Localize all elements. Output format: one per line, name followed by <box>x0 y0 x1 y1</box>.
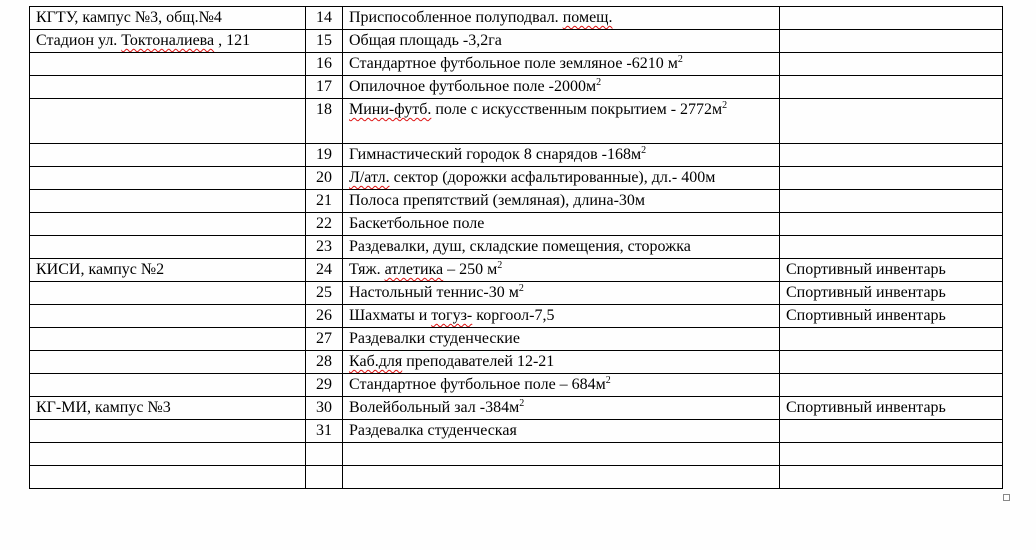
number-cell <box>306 466 343 489</box>
table-row <box>30 30 1003 53</box>
location-cell <box>30 30 306 53</box>
description-cell <box>343 328 780 351</box>
cell-text: Стандартное футбольное поле земляное -6210 $м^2$ <box>349 54 683 72</box>
cell-text: Общая площадь -3,2га <box>349 32 502 49</box>
cell-text: Каб.для преподавателей 12-21 <box>349 353 555 370</box>
table-row <box>30 466 1003 489</box>
cell-text: Настольный теннис-30 $м^2$ <box>349 283 524 301</box>
location-cell <box>30 99 306 144</box>
table-row <box>30 144 1003 167</box>
number-cell: 31 <box>306 420 343 443</box>
location-cell <box>30 305 306 328</box>
table-row <box>30 305 1003 328</box>
cell-text: Стадион ул. Токтоналиева , 121 <box>36 32 251 49</box>
note-cell <box>780 420 1003 443</box>
description-cell <box>343 30 780 53</box>
description-cell <box>343 305 780 328</box>
note-cell <box>780 99 1003 144</box>
number-cell: 17 <box>306 76 343 99</box>
facilities-table <box>29 6 1003 489</box>
number-cell: 19 <box>306 144 343 167</box>
note-cell <box>780 466 1003 489</box>
table-resize-handle[interactable] <box>1003 494 1010 501</box>
table-row <box>30 420 1003 443</box>
number-cell: 26 <box>306 305 343 328</box>
note-cell <box>780 328 1003 351</box>
note-cell <box>780 190 1003 213</box>
description-cell <box>343 213 780 236</box>
description-cell <box>343 190 780 213</box>
cell-text: Приспособленное полуподвал. помещ. <box>349 9 613 26</box>
note-cell: Спортивный инвентарь <box>780 282 1003 305</box>
location-cell <box>30 443 306 466</box>
location-cell <box>30 53 306 76</box>
location-cell <box>30 76 306 99</box>
location-cell <box>30 420 306 443</box>
description-cell <box>343 99 780 144</box>
number-cell: 27 <box>306 328 343 351</box>
description-cell <box>343 443 780 466</box>
note-cell <box>780 144 1003 167</box>
cell-text: Раздевалка студенческая <box>349 422 517 439</box>
description-cell <box>343 420 780 443</box>
table-row <box>30 213 1003 236</box>
location-cell <box>30 282 306 305</box>
cell-text: Раздевалки студенческие <box>349 330 520 347</box>
note-cell <box>780 351 1003 374</box>
table-row <box>30 236 1003 259</box>
note-cell <box>780 7 1003 30</box>
note-cell <box>780 443 1003 466</box>
location-cell <box>30 374 306 397</box>
number-cell: 16 <box>306 53 343 76</box>
number-cell: 28 <box>306 351 343 374</box>
description-cell <box>343 236 780 259</box>
description-cell <box>343 259 780 282</box>
cell-text: Раздевалки, душ, складские помещения, сторожка <box>349 238 691 255</box>
description-cell <box>343 7 780 30</box>
location-cell <box>30 144 306 167</box>
location-cell <box>30 466 306 489</box>
note-cell: Спортивный инвентарь <box>780 397 1003 420</box>
number-cell: 30 <box>306 397 343 420</box>
table-row <box>30 53 1003 76</box>
cell-text: Л/атл. сектор (дорожки асфальтированные), дл.- 400м <box>349 169 716 186</box>
description-cell <box>343 397 780 420</box>
table-row <box>30 259 1003 282</box>
note-cell <box>780 374 1003 397</box>
note-cell <box>780 167 1003 190</box>
table-row <box>30 397 1003 420</box>
note-cell <box>780 30 1003 53</box>
number-cell: 15 <box>306 30 343 53</box>
note-cell <box>780 236 1003 259</box>
cell-text: Волейбольный зал $-384м^2$ <box>349 398 525 416</box>
table-row <box>30 443 1003 466</box>
cell-text: Шахматы и тогуз- коргоол-7,5 <box>349 307 555 324</box>
number-cell: 25 <box>306 282 343 305</box>
description-cell <box>343 466 780 489</box>
table-row <box>30 7 1003 30</box>
location-cell <box>30 328 306 351</box>
description-cell <box>343 53 780 76</box>
description-cell <box>343 374 780 397</box>
note-cell <box>780 76 1003 99</box>
location-cell <box>30 236 306 259</box>
location-cell <box>30 351 306 374</box>
table-row <box>30 328 1003 351</box>
note-cell <box>780 53 1003 76</box>
note-cell: Спортивный инвентарь <box>780 305 1003 328</box>
table-row <box>30 374 1003 397</box>
note-cell: Спортивный инвентарь <box>780 259 1003 282</box>
location-cell: КИСИ, кампус №2 <box>30 259 306 282</box>
table-row <box>30 351 1003 374</box>
cell-text: Тяж. атлетика – 250 $м^2$ <box>349 260 503 278</box>
location-cell <box>30 167 306 190</box>
number-cell: 20 <box>306 167 343 190</box>
description-cell <box>343 76 780 99</box>
description-cell <box>343 282 780 305</box>
number-cell: 14 <box>306 7 343 30</box>
description-cell <box>343 167 780 190</box>
location-cell <box>30 213 306 236</box>
cell-text: Мини-футб. поле с искусственным покрытием - $2772м^2$ <box>349 100 728 118</box>
number-cell <box>306 443 343 466</box>
description-cell <box>343 144 780 167</box>
location-cell: КГТУ, кампус №3, общ.№4 <box>30 7 306 30</box>
number-cell: 22 <box>306 213 343 236</box>
location-cell: КГ-МИ, кампус №3 <box>30 397 306 420</box>
cell-text: Полоса препятствий (земляная), длина-30м <box>349 192 646 209</box>
cell-text: Опилочное футбольное поле $-2000м^2$ <box>349 77 602 95</box>
note-cell <box>780 213 1003 236</box>
cell-text: Баскетбольное поле <box>349 215 485 232</box>
table-row <box>30 190 1003 213</box>
table-row <box>30 76 1003 99</box>
number-cell: 18 <box>306 99 343 144</box>
table-row <box>30 282 1003 305</box>
cell-text: Стандартное футбольное поле – $684м^2$ <box>349 375 611 393</box>
location-cell <box>30 190 306 213</box>
number-cell: 29 <box>306 374 343 397</box>
table-row <box>30 99 1003 144</box>
number-cell: 23 <box>306 236 343 259</box>
table-row <box>30 167 1003 190</box>
number-cell: 24 <box>306 259 343 282</box>
description-cell <box>343 351 780 374</box>
cell-text: Гимнастический городок 8 снарядов $-168м^2$ <box>349 145 647 163</box>
number-cell: 21 <box>306 190 343 213</box>
